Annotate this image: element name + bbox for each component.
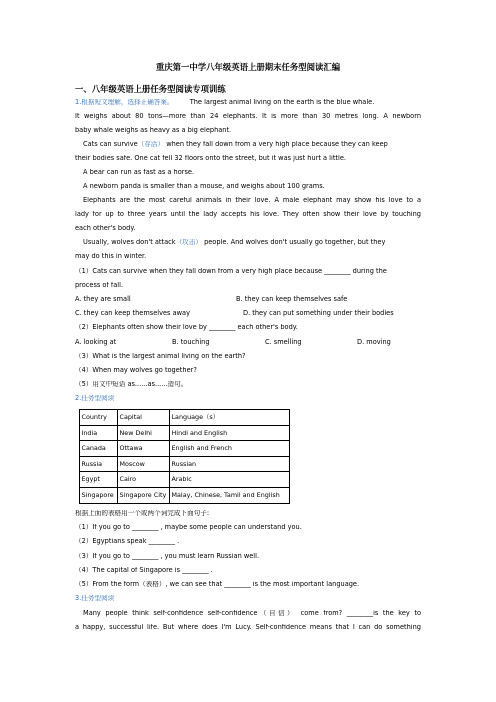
table-row [80,456,290,472]
q1-sub-2-option-a: A. looking at [75,338,117,346]
q1-paragraph-2-line-1 [83,141,421,148]
q1-sub-5: （5）用文中短语 as......as......造句。 [75,381,188,388]
table-cell: Moscow [118,456,170,472]
q2-sub-1: （1）If you go to ________ , maybe some people can understand you. [75,524,302,531]
table-cell: Malay, Chinese, Tamil and English [170,487,290,503]
q1-p6-rest: people. And wolves don't usually go together, but they [204,239,386,246]
q2-instruction: 任务型阅读 [81,395,115,402]
table-cell: English and French [170,441,290,457]
table-cell: Capital [118,410,170,426]
q3-instruction: 任务型阅读 [81,595,115,602]
q1-paragraph-2-line-2: their bodies safe. One cat fell 32 floors onto the street, but it was just hurt a little. [75,155,346,162]
q1-p2-rest: when they fall down from a very high place because they can keep [166,141,388,148]
q1-paragraph-3: A bear can run as fast as a horse. [83,169,195,176]
q2-number: 2. [75,395,82,402]
q1-instruction: 根据短文理解，选择正确答案。 [81,99,174,106]
q3-number: 3. [75,595,82,602]
q1-sub-2-option-b: B. touching [172,338,210,346]
q1-paragraph-4: A newborn panda is smaller than a mouse, and weighs about 100 grams. [83,183,325,190]
table-row [80,441,290,457]
table-row [80,472,290,488]
q1-paragraph-5-line-3: each other's body. [75,225,136,232]
q1-p2-gloss: （存活） [137,141,165,148]
table-cell: Hindi and English [170,425,290,441]
q2-heading [75,395,421,402]
q1-paragraph-6-line-2: may do this in winter. [75,253,147,260]
q1-p6-pre: Usually, wolves don't attack [83,239,176,246]
q1-paragraph-5-line-1: Elephants are the most careful animals in their love. A male elephant may show his love to a [83,197,421,204]
table-cell: Ottawa [118,441,170,457]
q1-sub-1-option-a: A. they are small [75,295,131,303]
table-cell: Singapore [80,487,118,503]
table-cell: Singapore City [118,487,170,503]
q1-sub-1-line-2: process of fall. [75,282,124,289]
q3-paragraph-line-2: a happy, successful life. But where does I'm Lucy. Self-confidence means that I can do something [75,624,421,631]
table-cell: Country [80,410,118,426]
table-cell: Russian [170,456,290,472]
table-cell: Cairo [118,472,170,488]
capitals-table [79,409,290,504]
q1-p2-pre: Cats can survive [83,141,138,148]
q1-sub-1-option-d: D. they can put something under their bodies [243,309,394,317]
table-cell: India [80,425,118,441]
q1-sub-4: （4）When may wolves go together? [75,367,197,374]
q1-paragraph-1-line-2: It weighs about 80 tons—more than 24 elephants. It is more than 30 metres long. A newborn [75,113,421,120]
q1-sub-3: （3）What is the largest animal living on the earth? [75,353,246,360]
q2-table-instruction: 根据上面的表格用一个或两个词完成下面句子: [75,510,210,517]
q1-sub-2-option-d: D. moving [357,338,391,346]
q2-sub-2: （2）Egyptians speak ________ . [75,538,180,545]
table-cell: New Delhi [118,425,170,441]
table-header-row [80,410,290,426]
table-cell: Arabic [170,472,290,488]
q1-sub-1-line-1: （1）Cats can survive when they fall down from a very high place because ________ during the [75,268,387,275]
q1-sub-2: （2）Elephants often show their love by ________ each other's body. [75,324,298,331]
table-cell: Canada [80,441,118,457]
q1-paragraph-1-line-1: The largest animal living on the earth is the blue whale. [189,99,375,106]
q1-paragraph-1-line-3: baby whale weighs as heavy as a big elephant. [75,127,232,134]
q1-p6-gloss: （攻击） [175,239,202,246]
q3-paragraph-line-1: Many people think self-confidence self-confidence（自信） come from? ________is the key to [83,610,421,617]
q2-sub-4: （4）The capital of Singapore is ________ . [75,567,213,574]
q1-first-line [75,99,421,106]
document-title: 重庆第一中学八年级英语上册期末任务型阅读汇编 [155,62,341,72]
table-row [80,425,290,441]
q1-paragraph-5-line-2: lady for up to three years until the lady accepts his love. They often show their love by touching [75,211,421,218]
q1-sub-1-option-b: B. they can keep themselves safe [236,295,348,303]
q1-sub-1-option-c: C. they can keep themselves away [75,309,190,317]
table-cell: Russia [80,456,118,472]
q1-number: 1. [75,99,82,106]
section-heading: 一、八年级英语上册任务型阅读专项训练 [75,84,226,94]
table-row [80,487,290,503]
q2-sub-5: （5）From the form（表格）, we can see that ________ is the most important language. [75,581,360,588]
q2-sub-3: （3）If you go to ________ , you must learn Russian well. [75,553,260,560]
table-cell: Egypt [80,472,118,488]
q1-paragraph-6-line-1 [83,239,421,246]
table-cell: Language（s） [170,410,290,426]
q3-heading [75,595,421,602]
q1-sub-2-option-c: C. smelling [265,338,302,346]
